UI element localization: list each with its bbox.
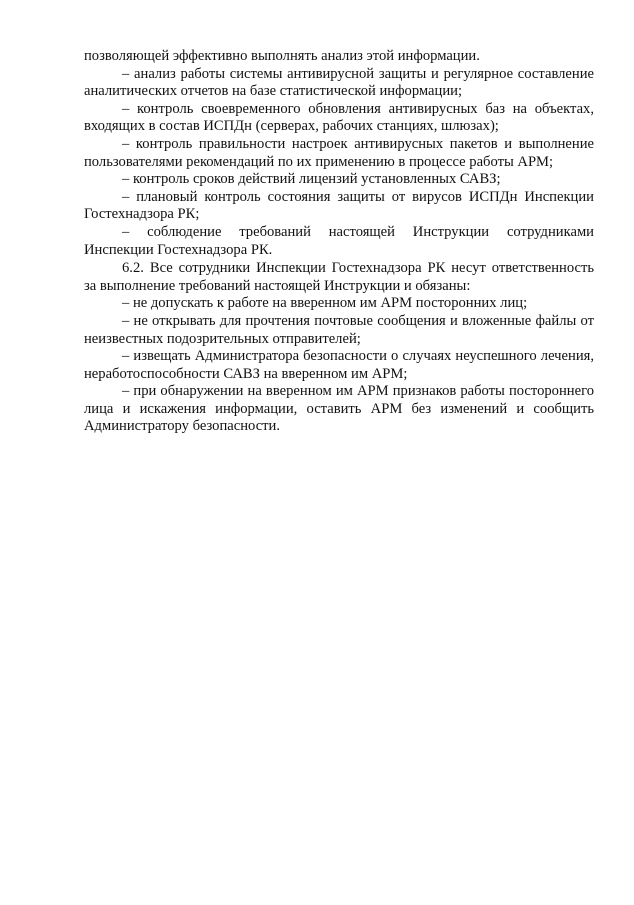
duty-item-no-suspicious-mail: – не открывать для прочтения почтовые сообщения и вложенные файлы от неизвестных подозрительных отправителей; — [84, 312, 594, 347]
list-item-license-control: – контроль сроков действий лицензий установленных САВЗ; — [122, 171, 501, 188]
duty-item-notify-admin: – извещать Администратора безопасности о случаях неуспешного лечения, неработоспособности САВЗ на вверенном им АРМ; — [84, 348, 594, 382]
list-item-update-control: – контроль своевременного обновления антивирусных баз на объектах, входящих в состав ИСПДн (серверах, рабочих станциях, шлюзах); — [84, 100, 594, 135]
list-item-analysis: – анализ работы системы антивирусной защиты и регулярное составление аналитических отчетов на базе статистической информации; — [84, 65, 594, 100]
section-text: Все сотрудники Инспекции Гостехнадзора РК несут ответственность за выполнение требований настоящей Инструкции и обязаны: — [84, 260, 594, 294]
section-6-2 — [84, 260, 594, 295]
list-item-planned-control: – плановый контроль состояния защиты от вирусов ИСПДн Инспекции Гостехнадзора РК; — [84, 188, 594, 223]
list-item-compliance: – соблюдение требований настоящей Инструкции сотрудниками Инспекции Гостехнадзора РК. — [84, 223, 594, 258]
paragraph-continuation: позволяющей эффективно выполнять анализ этой информации. — [84, 48, 480, 64]
document-body — [84, 48, 594, 436]
list-item-settings-control: – контроль правильности настроек антивирусных пакетов и выполнение пользователями рекомендаций по их применению в процессе работы АРМ; — [84, 135, 594, 170]
duty-item-no-strangers: – не допускать к работе на вверенном им АРМ посторонних лиц; — [122, 295, 528, 312]
duty-item-intrusion: – при обнаружении на вверенном им АРМ признаков работы постороннего лица и искажения информации, оставить АРМ без изменений и сообщить Администратору безопасности. — [84, 383, 594, 435]
section-number: 6.2. — [122, 260, 144, 277]
